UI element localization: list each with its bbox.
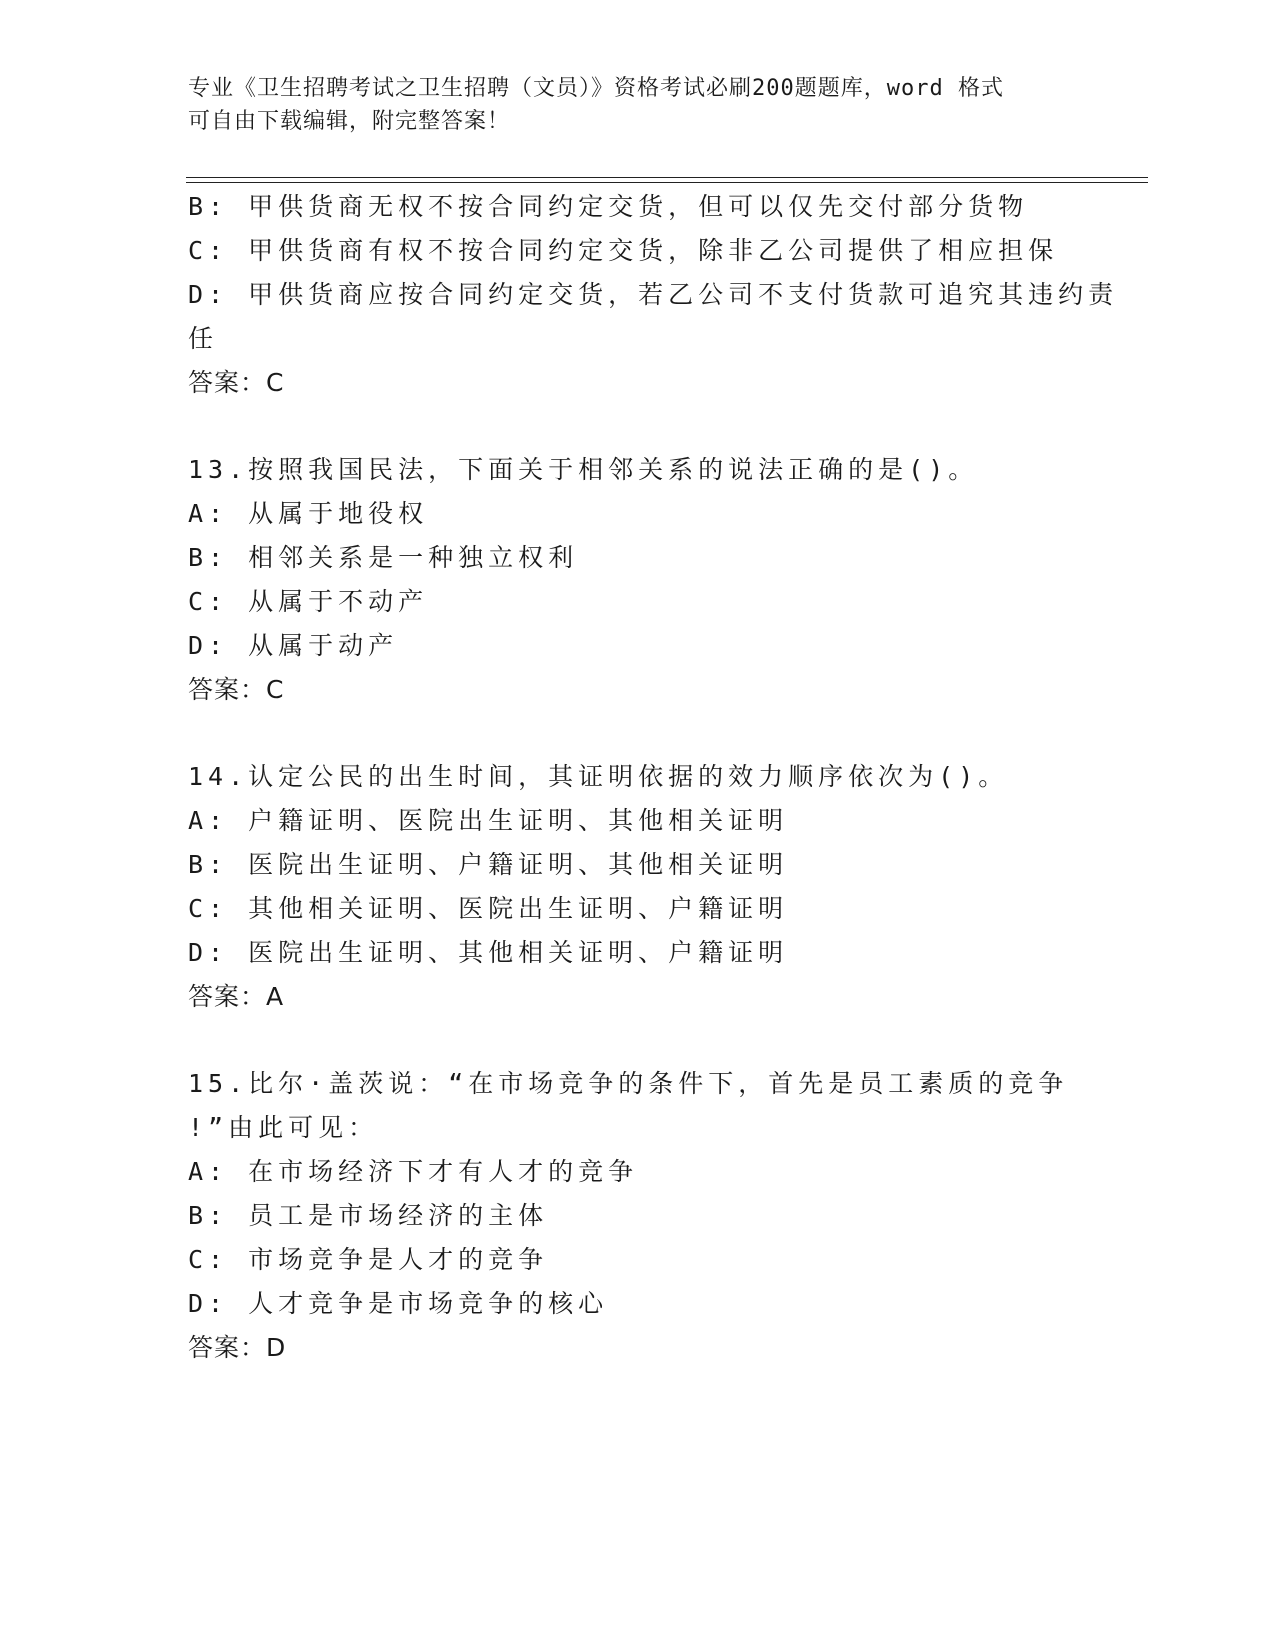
question-13-stem: 13.按照我国民法，下面关于相邻关系的说法正确的是()。 [188, 455, 979, 484]
question-14-option-b: B: 医院出生证明、户籍证明、其他相关证明 [188, 850, 789, 879]
question-15-option-a: A: 在市场经济下才有人才的竞争 [188, 1157, 639, 1186]
question-14-stem: 14.认定公民的出生时间，其证明依据的效力顺序依次为()。 [188, 762, 1009, 791]
header-divider-bottom [186, 182, 1148, 183]
prev-option-d-line2: 任 [188, 324, 219, 353]
question-13-option-a: A: 从属于地役权 [188, 499, 429, 528]
question-15-option-d: D: 人才竞争是市场竞争的核心 [188, 1289, 609, 1318]
question-13-option-c: C: 从属于不动产 [188, 587, 429, 616]
prev-option-d-line1: D: 甲供货商应按合同约定交货，若乙公司不支付货款可追究其违约责 [188, 280, 1119, 309]
prev-answer: 答案：C [188, 368, 285, 397]
prev-option-c: C: 甲供货商有权不按合同约定交货，除非乙公司提供了相应担保 [188, 236, 1059, 265]
question-15-stem-line2: !”由此可见： [188, 1113, 379, 1142]
header-divider-top [186, 177, 1148, 178]
question-15-option-c: C: 市场竞争是人才的竞争 [188, 1245, 549, 1274]
question-14-answer: 答案：A [188, 982, 285, 1011]
question-13-answer: 答案：C [188, 675, 285, 704]
question-14-option-d: D: 医院出生证明、其他相关证明、户籍证明 [188, 938, 789, 967]
header-title-line1: 专业《卫生招聘考试之卫生招聘（文员）》资格考试必刷200题题库，word 格式 [188, 76, 1004, 101]
question-14-option-c: C: 其他相关证明、医院出生证明、户籍证明 [188, 894, 789, 923]
header-title-line2: 可自由下载编辑，附完整答案！ [188, 109, 511, 134]
question-13-option-b: B: 相邻关系是一种独立权利 [188, 543, 579, 572]
question-15-option-b: B: 员工是市场经济的主体 [188, 1201, 549, 1230]
prev-option-b: B: 甲供货商无权不按合同约定交货，但可以仅先交付部分货物 [188, 192, 1029, 221]
document-header [188, 72, 1088, 138]
question-13-option-d: D: 从属于动产 [188, 631, 399, 660]
question-15-stem-line1: 15.比尔·盖茨说：“在市场竞争的条件下，首先是员工素质的竞争 [188, 1069, 1069, 1098]
question-14-option-a: A: 户籍证明、医院出生证明、其他相关证明 [188, 806, 789, 835]
question-15-answer: 答案：D [188, 1333, 287, 1362]
